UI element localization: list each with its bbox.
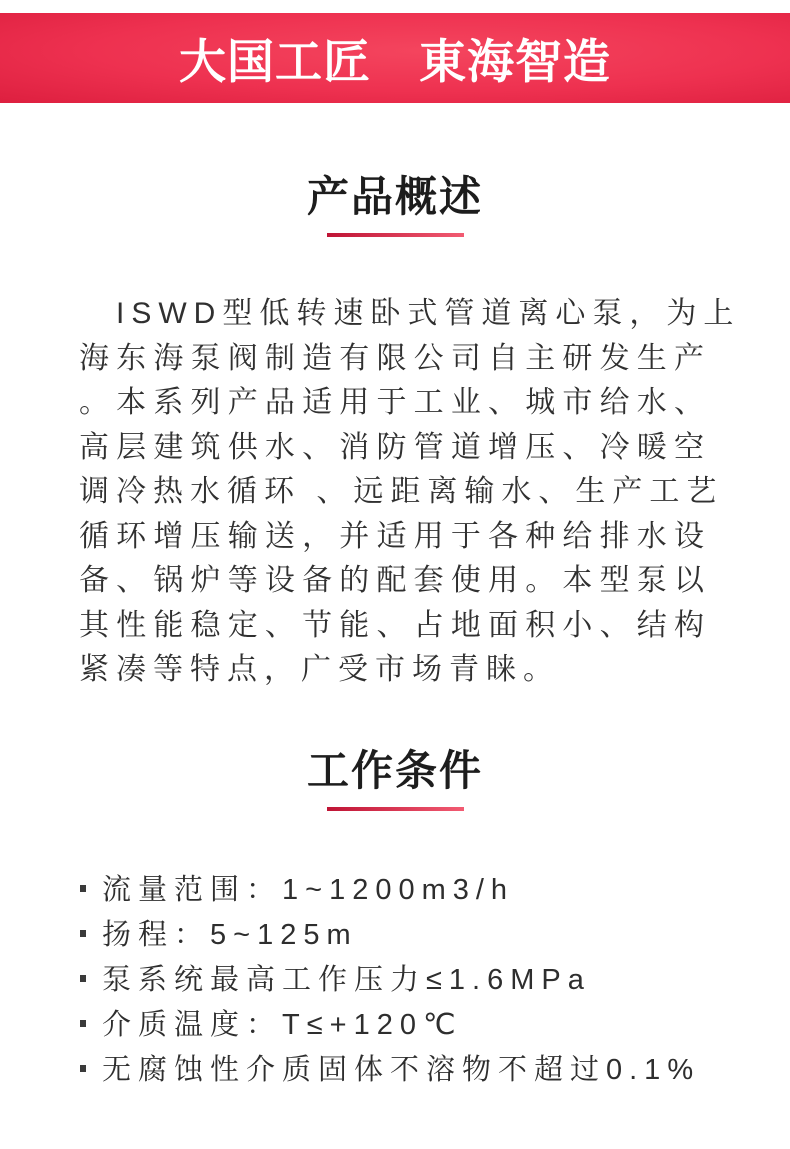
conditions-section-head [0, 746, 790, 811]
condition-text: 泵系统最高工作压力≤1.6MPa [102, 963, 591, 996]
condition-item [80, 910, 750, 955]
overview-paragraph-line: 其性能稳定、节能、占地面积小、结构 [79, 608, 711, 642]
working-conditions-heading: 工作条件 [306, 746, 483, 794]
condition-text: 扬程：5~125m [102, 918, 358, 951]
bullet-dot-icon [80, 1020, 86, 1027]
condition-item [80, 1045, 750, 1090]
overview-paragraph-line: 。本系列产品适用于工业、城市给水、 [79, 386, 711, 419]
overview-paragraph-line: 循环增压输送，并适用于各种给排水设 [79, 519, 711, 553]
condition-text: 无腐蚀性介质固体不溶物不超过0.1% [102, 1053, 701, 1086]
condition-item [80, 1000, 750, 1045]
condition-text: 介质温度：T≤+120℃ [102, 1008, 463, 1041]
overview-paragraph-line: 调冷热水循环 、远距离输水、生产工艺 [79, 475, 724, 508]
condition-item [80, 865, 750, 910]
conditions-heading-underline [327, 807, 464, 811]
condition-text: 流量范围：1~1200m3/h [102, 873, 515, 906]
bullet-dot-icon [80, 975, 86, 982]
overview-paragraph-line: 备、锅炉等设备的配套使用。本型泵以 [79, 564, 711, 597]
overview-paragraph-line: 高层建筑供水、消防管道增压、冷暖空 [79, 430, 711, 464]
banner-title: 大国工匠 東海智造 [179, 34, 611, 88]
overview-paragraph-line: 海东海泵阀制造有限公司自主研发生产 [79, 341, 711, 375]
condition-item [80, 955, 750, 1000]
overview-paragraph-line: 紧凑等特点，广受市场青睐。 [79, 653, 560, 686]
bullet-dot-icon [80, 930, 86, 937]
bullet-dot-icon [80, 885, 86, 892]
overview-paragraph-line: ISWD型低转速卧式管道离心泵，为上 [116, 297, 741, 330]
overview-paragraph [79, 292, 741, 693]
bullet-dot-icon [80, 1065, 86, 1072]
product-page [0, 13, 790, 1149]
top-banner [0, 13, 790, 103]
overview-section-head [0, 175, 790, 237]
working-conditions-list [80, 865, 750, 1090]
overview-heading: 产品概述 [306, 173, 483, 220]
overview-heading-underline [327, 233, 464, 237]
